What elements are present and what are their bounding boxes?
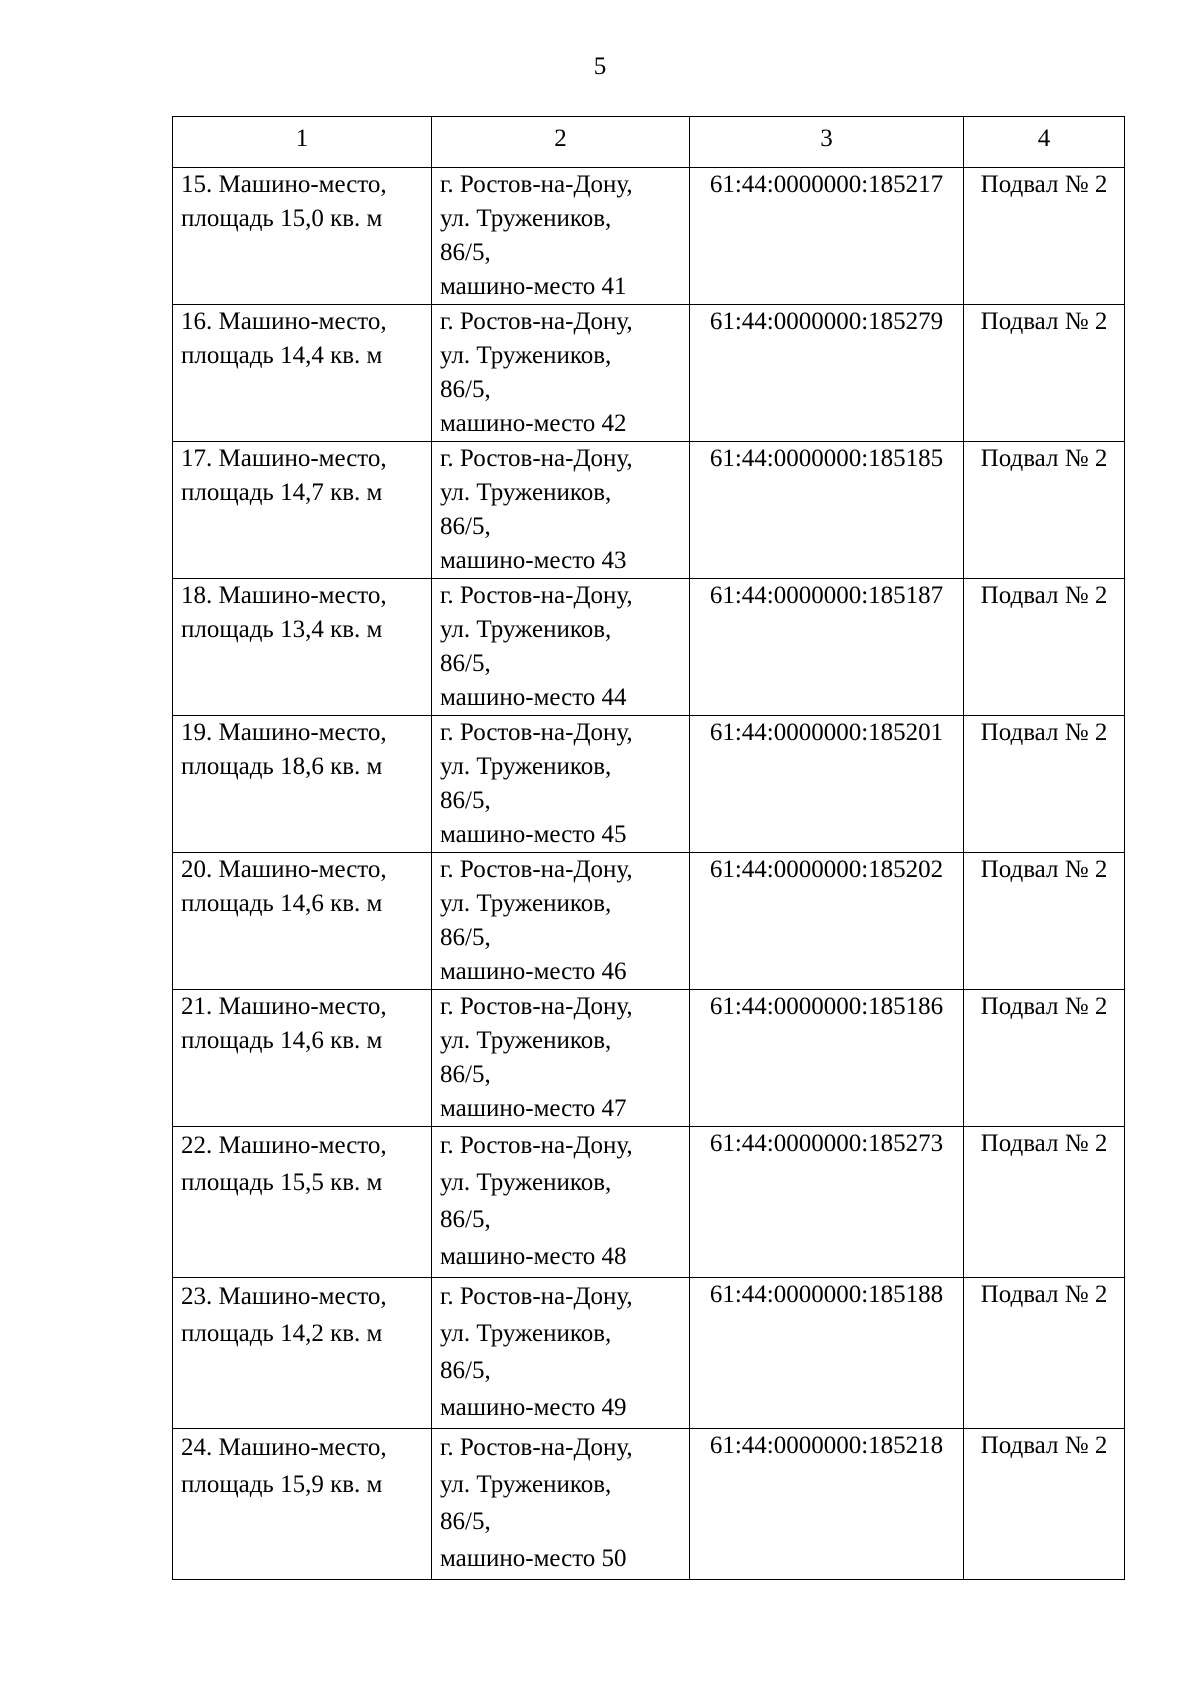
object-name: 21. Машино-место, — [181, 993, 387, 1020]
cadastral-number-cell: 61:44:0000000:185279 — [690, 305, 964, 442]
object-description-cell — [173, 305, 432, 442]
address-street: ул. Тружеников, — [440, 616, 612, 643]
address-building: 86/5, — [440, 1357, 491, 1384]
object-area: площадь 15,0 кв. м — [181, 205, 383, 232]
address-street: ул. Тружеников, — [440, 1169, 612, 1196]
object-area: площадь 14,6 кв. м — [181, 890, 383, 917]
address-city: г. Ростов-на-Дону, — [440, 308, 633, 335]
address-cell — [432, 716, 690, 853]
address-city: г. Ростов-на-Дону, — [440, 1132, 633, 1159]
address-cell — [432, 305, 690, 442]
location-cell: Подвал № 2 — [964, 1278, 1125, 1429]
object-area: площадь 14,4 кв. м — [181, 342, 383, 369]
table-row — [173, 716, 1125, 853]
table-row — [173, 442, 1125, 579]
address-city: г. Ростов-на-Дону, — [440, 171, 633, 198]
cadastral-number-cell: 61:44:0000000:185273 — [690, 1127, 964, 1278]
object-name: 24. Машино-место, — [181, 1434, 387, 1461]
object-name: 23. Машино-место, — [181, 1283, 387, 1310]
address-cell — [432, 990, 690, 1127]
column-header-3: 3 — [690, 117, 964, 168]
object-area: площадь 15,9 кв. м — [181, 1471, 383, 1498]
column-header-4: 4 — [964, 117, 1125, 168]
address-building: 86/5, — [440, 239, 491, 266]
address-city: г. Ростов-на-Дону, — [440, 1283, 633, 1310]
address-building: 86/5, — [440, 650, 491, 677]
address-cell — [432, 168, 690, 305]
object-name: 18. Машино-место, — [181, 582, 387, 609]
location-cell: Подвал № 2 — [964, 442, 1125, 579]
cadastral-number-cell: 61:44:0000000:185185 — [690, 442, 964, 579]
cadastral-number-cell: 61:44:0000000:185187 — [690, 579, 964, 716]
location-cell: Подвал № 2 — [964, 716, 1125, 853]
cadastral-number-cell: 61:44:0000000:185188 — [690, 1278, 964, 1429]
address-space: машино-место 47 — [440, 1095, 627, 1122]
table-header-row — [173, 117, 1125, 168]
object-description-cell — [173, 853, 432, 990]
object-description-cell — [173, 1127, 432, 1278]
address-street: ул. Тружеников, — [440, 205, 612, 232]
address-space: машино-место 41 — [440, 273, 627, 300]
address-cell — [432, 442, 690, 579]
object-area: площадь 13,4 кв. м — [181, 616, 383, 643]
location-cell: Подвал № 2 — [964, 990, 1125, 1127]
object-description-cell — [173, 1278, 432, 1429]
cadastral-number-cell: 61:44:0000000:185202 — [690, 853, 964, 990]
object-name: 22. Машино-место, — [181, 1132, 387, 1159]
address-space: машино-место 45 — [440, 821, 627, 848]
location-cell: Подвал № 2 — [964, 579, 1125, 716]
object-description-cell — [173, 442, 432, 579]
table-row — [173, 579, 1125, 716]
address-street: ул. Тружеников, — [440, 1471, 612, 1498]
address-city: г. Ростов-на-Дону, — [440, 856, 633, 883]
address-city: г. Ростов-на-Дону, — [440, 582, 633, 609]
location-cell: Подвал № 2 — [964, 168, 1125, 305]
address-cell — [432, 579, 690, 716]
address-space: машино-место 43 — [440, 547, 627, 574]
column-header-1: 1 — [173, 117, 432, 168]
object-description-cell — [173, 716, 432, 853]
table-row — [173, 1127, 1125, 1278]
object-name: 19. Машино-место, — [181, 719, 387, 746]
cadastral-number-cell: 61:44:0000000:185217 — [690, 168, 964, 305]
object-area: площадь 18,6 кв. м — [181, 753, 383, 780]
location-cell: Подвал № 2 — [964, 305, 1125, 442]
column-header-2: 2 — [432, 117, 690, 168]
address-building: 86/5, — [440, 787, 491, 814]
address-building: 86/5, — [440, 1206, 491, 1233]
address-street: ул. Тружеников, — [440, 890, 612, 917]
object-name: 15. Машино-место, — [181, 171, 387, 198]
object-area: площадь 15,5 кв. м — [181, 1169, 383, 1196]
cadastral-number-cell: 61:44:0000000:185218 — [690, 1429, 964, 1580]
object-name: 17. Машино-место, — [181, 445, 387, 472]
object-name: 20. Машино-место, — [181, 856, 387, 883]
table-row — [173, 305, 1125, 442]
object-description-cell — [173, 168, 432, 305]
object-area: площадь 14,7 кв. м — [181, 479, 383, 506]
location-cell: Подвал № 2 — [964, 1429, 1125, 1580]
object-area: площадь 14,2 кв. м — [181, 1320, 383, 1347]
parking-spaces-table — [172, 116, 1125, 1580]
object-description-cell — [173, 579, 432, 716]
table-row — [173, 168, 1125, 305]
address-building: 86/5, — [440, 376, 491, 403]
address-space: машино-место 49 — [440, 1394, 627, 1421]
address-cell — [432, 1429, 690, 1580]
address-city: г. Ростов-на-Дону, — [440, 993, 633, 1020]
address-space: машино-место 46 — [440, 958, 627, 985]
location-cell: Подвал № 2 — [964, 853, 1125, 990]
address-building: 86/5, — [440, 513, 491, 540]
table-row — [173, 1429, 1125, 1580]
address-space: машино-место 50 — [440, 1545, 627, 1572]
object-area: площадь 14,6 кв. м — [181, 1027, 383, 1054]
object-name: 16. Машино-место, — [181, 308, 387, 335]
address-space: машино-место 42 — [440, 410, 627, 437]
table-row — [173, 990, 1125, 1127]
location-cell: Подвал № 2 — [964, 1127, 1125, 1278]
address-street: ул. Тружеников, — [440, 342, 612, 369]
object-description-cell — [173, 990, 432, 1127]
address-cell — [432, 853, 690, 990]
address-building: 86/5, — [440, 924, 491, 951]
cadastral-number-cell: 61:44:0000000:185201 — [690, 716, 964, 853]
table-row — [173, 1278, 1125, 1429]
address-city: г. Ростов-на-Дону, — [440, 719, 633, 746]
cadastral-number-cell: 61:44:0000000:185186 — [690, 990, 964, 1127]
address-building: 86/5, — [440, 1061, 491, 1088]
address-city: г. Ростов-на-Дону, — [440, 1434, 633, 1461]
address-street: ул. Тружеников, — [440, 753, 612, 780]
address-cell — [432, 1278, 690, 1429]
address-street: ул. Тружеников, — [440, 479, 612, 506]
table-row — [173, 853, 1125, 990]
object-description-cell — [173, 1429, 432, 1580]
address-street: ул. Тружеников, — [440, 1027, 612, 1054]
address-cell — [432, 1127, 690, 1278]
address-city: г. Ростов-на-Дону, — [440, 445, 633, 472]
page-number: 5 — [593, 53, 607, 80]
address-space: машино-место 44 — [440, 684, 627, 711]
address-building: 86/5, — [440, 1508, 491, 1535]
address-street: ул. Тружеников, — [440, 1320, 612, 1347]
address-space: машино-место 48 — [440, 1243, 627, 1270]
